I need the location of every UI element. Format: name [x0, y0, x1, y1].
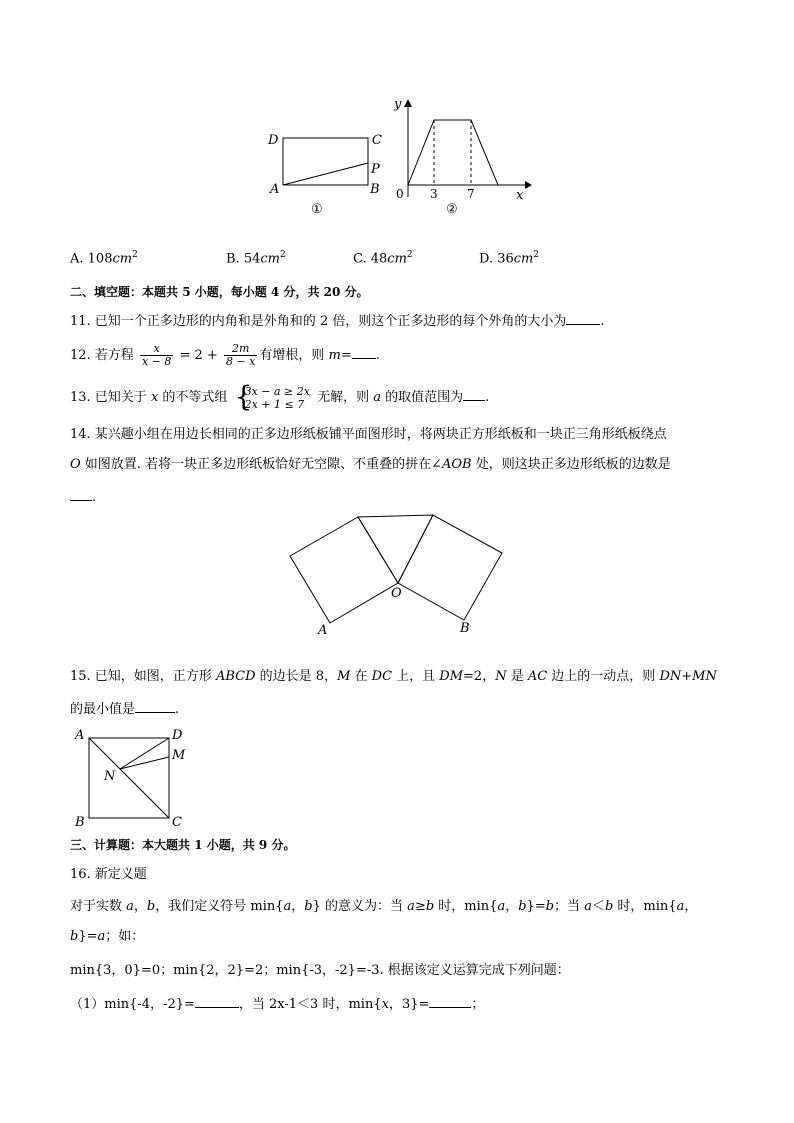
- section-2-num-1: 5: [182, 285, 191, 299]
- x-axis-arrow: [525, 181, 532, 189]
- label-d: D: [268, 133, 279, 148]
- q16-part-1-end: ；: [471, 997, 485, 1012]
- choice-c: [353, 250, 413, 266]
- q16-t3: ，我们定义符号 min{: [155, 899, 284, 914]
- origin-label: 0: [396, 187, 404, 201]
- inequality-row-2: 2x + 1 ≤ 7: [244, 397, 305, 411]
- choice-d-value: D. 36: [479, 251, 514, 267]
- question-16-line-2: [70, 928, 144, 946]
- label-b: B: [370, 182, 380, 197]
- question-13-prefix-2: 的不等式组: [158, 390, 228, 405]
- question-13-end: .: [485, 390, 490, 405]
- section-2-text-3: 分，共: [279, 285, 324, 299]
- q15-segment-ac: AC: [527, 669, 548, 684]
- q16-t15: ；如：: [105, 929, 145, 944]
- fig1-caption: ①: [311, 202, 323, 217]
- q16-t2: ，: [133, 899, 147, 914]
- question-14-angle: AOB: [441, 457, 472, 472]
- q16-t6: ≥: [414, 899, 426, 914]
- q15-text-f: 是: [506, 669, 528, 684]
- label-c: C: [372, 133, 382, 148]
- question-14-text-1: 14. 某兴趣小组在用边长相同的正多边形纸板铺平面图形时，将两块正方形纸板和一块正三角形纸板绕点: [70, 427, 667, 442]
- q16-var-b-5: b: [545, 899, 555, 914]
- question-14-point-o: O: [70, 457, 81, 472]
- brace-icon: {: [234, 379, 253, 413]
- q16-part-1-text-c: ，3}=: [388, 997, 430, 1012]
- q16-t8: ，: [505, 899, 519, 914]
- section-3-num-2: 9: [258, 838, 268, 852]
- q16-var-a-3: a: [407, 899, 415, 914]
- question-16-line-3: [70, 962, 570, 980]
- q16-var-b-4: b: [518, 899, 527, 914]
- section-3-text-3: 分。: [267, 838, 296, 852]
- figure-15-square: [72, 725, 192, 829]
- question-13: [70, 381, 489, 415]
- label-a: A: [318, 623, 328, 638]
- answer-blank-12[interactable]: [352, 346, 376, 359]
- section-2-text-2: 小题，每小题: [190, 285, 271, 299]
- q15-point-m: M: [337, 669, 351, 684]
- question-16-line-1: [70, 898, 697, 916]
- q16-t13: ，: [684, 899, 698, 914]
- section-2-heading: [70, 283, 369, 301]
- q15-point-n: N: [495, 669, 507, 684]
- q16-var-a-5: a: [584, 899, 592, 914]
- fraction-1: [140, 343, 173, 368]
- square-right: [398, 515, 502, 620]
- section-2-text-1: 二、填空题：本题共: [70, 285, 183, 299]
- y-axis-arrow: [404, 99, 412, 107]
- question-13-var-a: a: [373, 390, 381, 405]
- q16-var-b-2: b: [304, 899, 313, 914]
- question-11-text: 11. 已知一个正多边形的内角和是外角和的 2 倍，则这个正多边形的每个外角的大小为: [70, 314, 567, 329]
- q15-text-a: 15. 已知，如图，正方形: [70, 669, 216, 684]
- section-3-text-1: 三、计算题：本大题共: [70, 838, 195, 852]
- question-12-mid: = 2 +: [175, 348, 222, 363]
- q16-t4: ，: [291, 899, 305, 914]
- choice-d: [479, 250, 539, 266]
- q15-text-line-2: 的最小值是: [70, 702, 136, 717]
- q16-var-a-6: a: [676, 899, 685, 914]
- label-o: O: [391, 586, 402, 601]
- q15-text-c: 在: [350, 669, 372, 684]
- section-3-text-2: 小题，共: [202, 838, 259, 852]
- question-12: [70, 339, 380, 373]
- q16-var-b-1: b: [146, 899, 156, 914]
- fraction-1-denominator: x − 8: [141, 355, 172, 368]
- q16-part-1-text-b: ，当 2x-1＜3 时，min{: [238, 997, 382, 1012]
- question-12-var: m: [328, 348, 341, 363]
- question-11-end: .: [600, 314, 605, 329]
- choice-b-value: B. 54: [226, 251, 261, 267]
- answer-blank-15[interactable]: [135, 700, 175, 713]
- triangle-middle: [358, 515, 433, 583]
- choice-c-exp: 2: [406, 250, 413, 260]
- section-2-text-4: 分。: [340, 285, 369, 299]
- tick-3: 3: [430, 187, 438, 201]
- label-b: B: [460, 621, 470, 636]
- q16-examples: min{3，0}=0；min{2，2}=2；min{-3，-2}=-3. 根据该定义运算完成下列问题：: [70, 963, 570, 978]
- fraction-2: [224, 343, 257, 368]
- question-13-suffix: 无解，则: [312, 390, 374, 405]
- label-c: C: [172, 815, 182, 829]
- q16-t14: }=: [78, 929, 98, 944]
- fraction-1-numerator: x: [140, 343, 173, 356]
- question-12-end: .: [375, 348, 380, 363]
- section-2-num-3: 20: [323, 285, 341, 299]
- question-11: [70, 312, 604, 331]
- q16-t5: } 的意义为：当: [312, 899, 408, 914]
- choice-a: [70, 250, 138, 266]
- question-14-line-2: [70, 456, 671, 474]
- choice-a-value: A. 108: [70, 251, 113, 267]
- question-13-prefix: 13. 已知关于: [70, 390, 151, 405]
- q16-var-a-7: a: [97, 929, 106, 944]
- q16-t9: }=: [526, 899, 546, 914]
- q16-var-b-6: b: [604, 899, 614, 914]
- fig2-caption: ②: [446, 202, 458, 217]
- choice-a-exp: 2: [132, 250, 138, 260]
- question-14-text-3: 处，则这块正多边形纸板的边数是: [471, 457, 671, 472]
- rectangle-abcd: [283, 138, 368, 185]
- label-b: B: [75, 815, 85, 829]
- question-16-title-text: 16. 新定义题: [70, 867, 147, 882]
- q16-t12: 时，min{: [613, 899, 677, 914]
- choice-d-exp: 2: [533, 250, 540, 260]
- question-13-var-x: x: [150, 390, 159, 405]
- question-13-suffix-2: 的取值范围为: [381, 390, 464, 405]
- answer-blank-11[interactable]: [566, 312, 600, 325]
- question-12-prefix: 12. 若方程: [70, 348, 134, 363]
- answer-blank-16-1b[interactable]: [429, 995, 471, 1008]
- q16-part-1-text-a: （1）min{-4，-2}=: [70, 997, 195, 1012]
- answer-blank-13[interactable]: [463, 388, 485, 401]
- choice-c-value: C. 48: [353, 251, 388, 267]
- choice-b-exp: 2: [279, 250, 286, 260]
- q16-var-b-7: b: [70, 929, 79, 944]
- q15-end: .: [175, 702, 180, 717]
- fraction-2-denominator: 8 − x: [225, 355, 256, 368]
- choice-d-unit: cm: [513, 251, 534, 267]
- q16-var-b-3: b: [425, 899, 435, 914]
- label-p: P: [371, 162, 380, 177]
- answer-blank-14[interactable]: [70, 488, 92, 501]
- q16-t10: ；当: [554, 899, 585, 914]
- q16-t1: 对于实数: [70, 899, 127, 914]
- section-3-num-1: 1: [194, 838, 203, 852]
- choice-b: [226, 250, 286, 266]
- segment-ap: [283, 163, 368, 185]
- trapezoid-curve: [408, 120, 498, 185]
- figure-1-rectangle: [262, 125, 397, 220]
- question-15-line-1: [70, 668, 717, 686]
- q15-text-d: 上，且: [392, 669, 440, 684]
- inequality-row-1: 3x − a ≥ 2x: [244, 384, 310, 398]
- q16-var-a-4: a: [497, 899, 506, 914]
- question-14-line-3: [70, 488, 96, 507]
- q16-t7: 时，min{: [434, 899, 498, 914]
- q15-segment-dc: DC: [371, 669, 393, 684]
- choice-b-unit: cm: [260, 251, 280, 267]
- section-2-num-2: 4: [270, 285, 280, 299]
- choice-c-unit: cm: [387, 251, 407, 267]
- figure-14-tiles: [282, 510, 510, 640]
- q16-var-a-2: a: [283, 899, 292, 914]
- square-left: [290, 517, 398, 623]
- choice-a-unit: cm: [112, 251, 133, 267]
- question-12-equals: =: [340, 348, 352, 363]
- q15-segment-dm: DM: [439, 669, 464, 684]
- section-3-heading: [70, 836, 295, 854]
- question-14-text-2: 如图放置. 若将一块正多边形纸板恰好无空隙、不重叠的拼在∠: [80, 457, 442, 472]
- question-16-part-1: [70, 995, 484, 1014]
- inequality-system: [234, 379, 310, 413]
- y-label: y: [394, 97, 402, 112]
- segment-dn: [120, 738, 169, 769]
- label-m: M: [172, 748, 186, 763]
- q15-text-b: 的边长是 8，: [255, 669, 338, 684]
- x-label: x: [516, 188, 524, 203]
- fraction-2-numerator: 2m: [224, 343, 257, 356]
- segment-nm: [120, 757, 169, 769]
- question-14-end: .: [92, 490, 97, 505]
- q16-var-x: x: [381, 997, 389, 1012]
- label-a: A: [75, 728, 85, 743]
- question-12-suffix: 有增根，则: [259, 348, 329, 363]
- tick-7: 7: [467, 187, 475, 201]
- q15-text-e: =2，: [463, 669, 496, 684]
- label-d: D: [172, 728, 183, 743]
- question-16-title: [70, 866, 147, 884]
- answer-blank-16-1a[interactable]: [195, 995, 239, 1008]
- figure-2-graph: [390, 92, 540, 220]
- q16-var-a-1: a: [126, 899, 134, 914]
- label-n: N: [104, 769, 116, 784]
- label-a: A: [270, 182, 280, 197]
- q15-text-g: 边上的一动点，则: [547, 669, 660, 684]
- q15-expression: DN+MN: [659, 669, 717, 684]
- question-14-line-1: [70, 426, 667, 444]
- diagonal-ac: [89, 738, 169, 818]
- question-15-line-2: [70, 700, 179, 719]
- q15-square: ABCD: [215, 669, 256, 684]
- q16-t11: ＜: [591, 899, 605, 914]
